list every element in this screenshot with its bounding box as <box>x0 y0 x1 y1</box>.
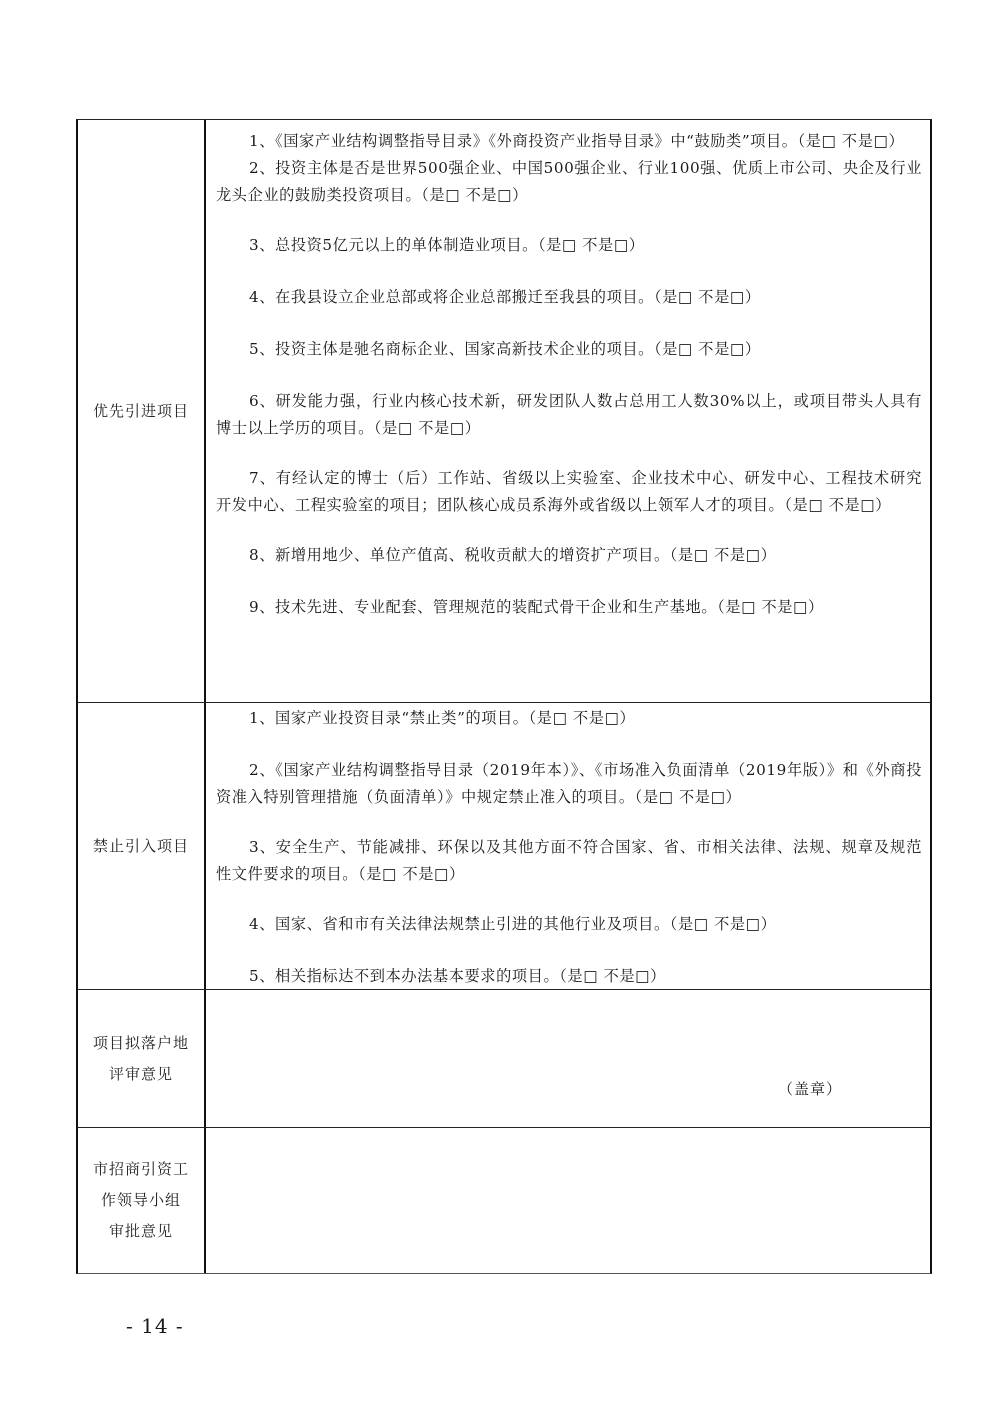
page-number: - 14 - <box>126 1314 184 1338</box>
prohibited-projects-row <box>78 703 930 990</box>
city-approval-opinion-field[interactable] <box>206 1128 930 1273</box>
city-approval-label <box>78 1128 206 1273</box>
prohibited-item-3: 3、安全生产、节能减排、环保以及其他方面不符合国家、省、市相关法律、法规、规章及规范性文件要求的项目。（是□ 不是□） <box>216 838 922 883</box>
priority-projects-label: 优先引进项目 <box>78 120 206 702</box>
prohibited-item-2: 2、《国家产业结构调整指导目录（2019年本）》、《市场准入负面清单（2019年版）》和《外商投资准入特别管理措施（负面清单）》中规定禁止准入的项目。（是□ 不是□） <box>216 761 922 806</box>
priority-item-6: 6、研发能力强，行业内核心技术新，研发团队人数占总用工人数30%以上，或项目带头人具有博士以上学历的项目。（是□ 不是□） <box>216 392 922 437</box>
priority-item-7: 7、有经认定的博士（后）工作站、省级以上实验室、企业技术中心、研发中心、工程技术研究开发中心、工程实验室的项目；团队核心成员系海外或省级以上领军人才的项目。（是□ 不是□） <box>216 469 922 514</box>
local-review-label-line1: 项目拟落户地 <box>92 1033 189 1052</box>
prohibited-item-4: 4、国家、省和市有关法律法规禁止引进的其他行业及项目。（是□ 不是□） <box>249 915 777 933</box>
priority-item-9: 9、技术先进、专业配套、管理规范的装配式骨干企业和生产基地。（是□ 不是□） <box>249 598 824 616</box>
local-review-opinion-field[interactable] <box>206 990 930 1127</box>
priority-projects-content <box>206 120 930 702</box>
priority-projects-row <box>78 120 930 703</box>
priority-item-3: 3、总投资5亿元以上的单体制造业项目。（是□ 不是□） <box>249 236 645 254</box>
prohibited-item-5: 5、相关指标达不到本办法基本要求的项目。（是□ 不是□） <box>249 967 666 985</box>
priority-item-2: 2、投资主体是否是世界500强企业、中国500强企业、行业100强、优质上市公司、央企及行业龙头企业的鼓励类投资项目。（是□ 不是□） <box>216 159 922 204</box>
seal-label: （盖章） <box>777 1080 842 1098</box>
priority-item-4: 4、在我县设立企业总部或将企业总部搬迁至我县的项目。（是□ 不是□） <box>249 288 761 306</box>
city-approval-label-line1: 市招商引资工 <box>92 1160 189 1178</box>
prohibited-projects-content <box>206 703 930 989</box>
local-review-row <box>78 990 930 1128</box>
review-form-table <box>76 119 932 1274</box>
city-approval-label-line2: 作领导小组 <box>100 1191 181 1209</box>
city-approval-row <box>78 1128 930 1273</box>
prohibited-projects-label: 禁止引入项目 <box>78 703 206 989</box>
prohibited-item-1: 1、国家产业投资目录“禁止类”的项目。（是□ 不是□） <box>249 709 636 727</box>
priority-item-5: 5、投资主体是驰名商标企业、国家高新技术企业的项目。（是□ 不是□） <box>249 340 761 358</box>
priority-item-8: 8、新增用地少、单位产值高、税收贡献大的增资扩产项目。（是□ 不是□） <box>249 546 777 564</box>
local-review-label <box>78 990 206 1127</box>
city-approval-label-line3: 审批意见 <box>108 1222 173 1240</box>
priority-item-1: 1、《国家产业结构调整指导目录》《外商投资产业指导目录》中“鼓励类”项目。（是□ 不是□） <box>249 132 905 150</box>
local-review-label-line2: 评审意见 <box>108 1064 173 1083</box>
